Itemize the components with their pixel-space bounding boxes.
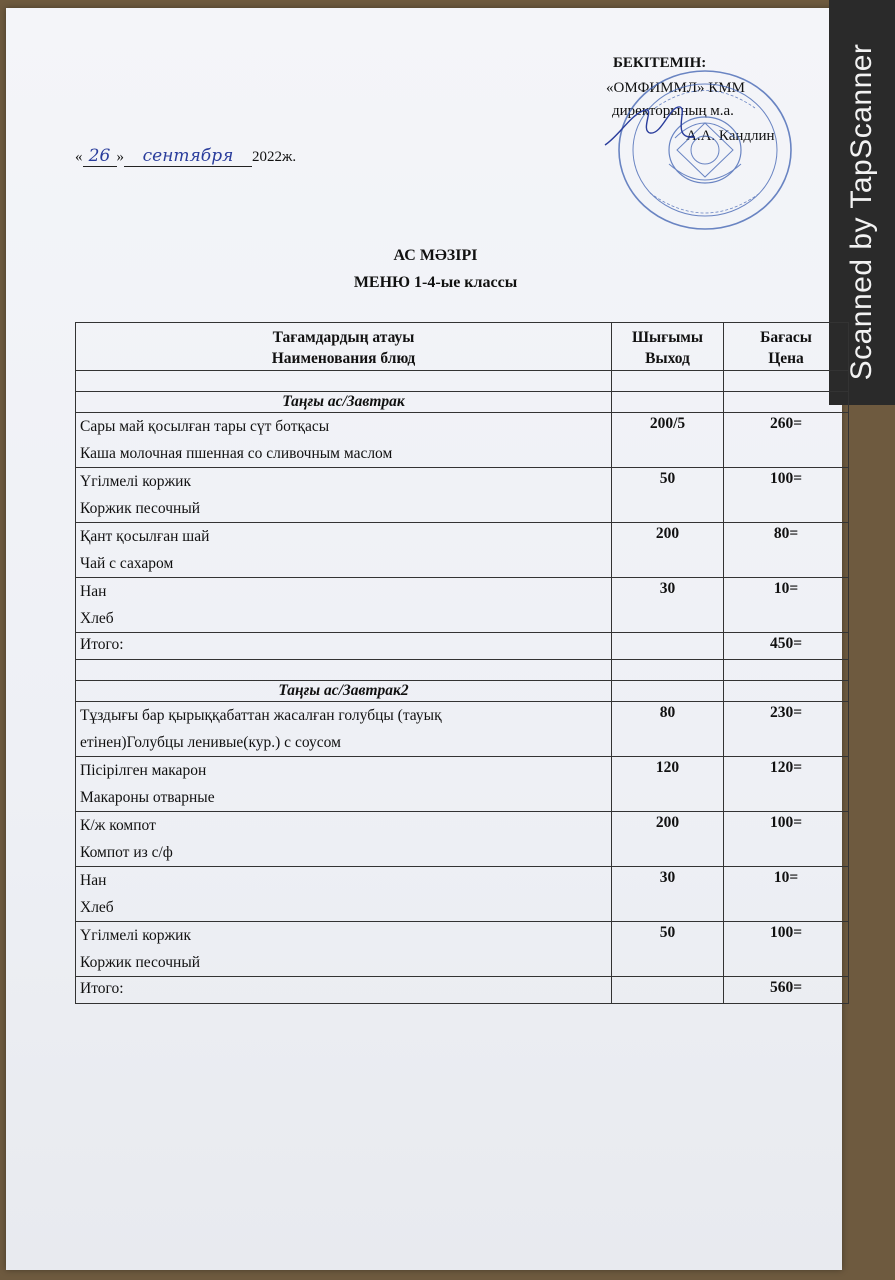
dish-name-ru: Коржик песочный xyxy=(80,500,201,517)
date-year: 2022ж. xyxy=(252,149,297,165)
dish-name-kz: Нан xyxy=(80,583,107,600)
header-dish-name-ru: Наименования блюд xyxy=(271,350,416,367)
total-label: Итого: xyxy=(76,633,612,660)
dish-name-kz: К/ж компот xyxy=(80,817,156,834)
scanner-watermark: Scanned by TapScanner xyxy=(845,43,878,381)
date-month: сентября xyxy=(124,146,252,167)
dish-name-kz: Қант қосылған шай xyxy=(80,528,210,545)
dish-name-ru: Хлеб xyxy=(80,610,114,627)
dish-name-kz: Тұздығы бар қырыққабаттан жасалған голубцы (тауық xyxy=(80,707,442,724)
date-open-quote: « xyxy=(75,149,83,165)
dish-yield: 120 xyxy=(612,757,724,812)
dish-price: 120= xyxy=(724,757,849,812)
dish-name-ru: Коржик песочный xyxy=(80,954,201,971)
table-row xyxy=(76,468,849,523)
section-title-row xyxy=(76,681,849,702)
table-row xyxy=(76,413,849,468)
dish-name-kz: Үгілмелі коржик xyxy=(80,927,191,944)
dish-price: 80= xyxy=(724,523,849,578)
dish-price: 10= xyxy=(724,867,849,922)
table-row xyxy=(76,578,849,633)
dish-yield: 200 xyxy=(612,523,724,578)
signature xyxy=(600,95,700,155)
empty-row xyxy=(76,371,849,392)
dish-name-kz: Пісірілген макарон xyxy=(80,762,207,779)
header-yield-kz: Шығымы xyxy=(632,329,703,346)
dish-price: 100= xyxy=(724,812,849,867)
approval-role: директорының м.а. xyxy=(612,103,734,119)
approval-organization: «ОМФИММЛ» КММ xyxy=(606,80,745,96)
dish-name-kz: Сары май қосылған тары сүт ботқасы xyxy=(80,418,330,435)
dish-name-kz: Нан xyxy=(80,872,107,889)
dish-name xyxy=(76,922,612,977)
dish-name-ru: Компот из с/ф xyxy=(80,844,173,861)
dish-name xyxy=(76,812,612,867)
table-row xyxy=(76,867,849,922)
header-yield xyxy=(612,323,724,371)
table-row xyxy=(76,757,849,812)
date-day: 26 xyxy=(83,146,117,167)
dish-name xyxy=(76,757,612,812)
total-price: 560= xyxy=(724,977,849,1004)
total-row xyxy=(76,633,849,660)
dish-price: 10= xyxy=(724,578,849,633)
dish-name xyxy=(76,578,612,633)
approval-name: А.А. Кандлин xyxy=(686,128,775,144)
dish-price: 230= xyxy=(724,702,849,757)
date-line xyxy=(75,146,296,167)
table-header-row xyxy=(76,323,849,371)
header-dish-name-kz: Тағамдардың атауы xyxy=(272,329,415,346)
dish-yield: 30 xyxy=(612,578,724,633)
section-title: Таңғы ас/Завтрак2 xyxy=(76,681,612,702)
empty-row xyxy=(76,660,849,681)
dish-name-ru: Каша молочная пшенная со сливочным маслом xyxy=(80,445,393,462)
menu-table xyxy=(75,322,849,1004)
dish-name xyxy=(76,523,612,578)
dish-yield: 50 xyxy=(612,922,724,977)
dish-yield: 200/5 xyxy=(612,413,724,468)
dish-yield: 80 xyxy=(612,702,724,757)
dish-name xyxy=(76,413,612,468)
date-close-quote: » xyxy=(116,149,124,165)
dish-name xyxy=(76,468,612,523)
dish-yield: 30 xyxy=(612,867,724,922)
dish-name xyxy=(76,702,612,757)
header-price-kz: Бағасы xyxy=(760,329,812,346)
header-price xyxy=(724,323,849,371)
total-label: Итого: xyxy=(76,977,612,1004)
table-row xyxy=(76,812,849,867)
total-row xyxy=(76,977,849,1004)
header-price-ru: Цена xyxy=(768,350,804,367)
dish-yield: 50 xyxy=(612,468,724,523)
dish-name xyxy=(76,867,612,922)
approval-title: БЕКІТЕМІН: xyxy=(613,55,707,71)
dish-name-kz: Үгілмелі коржик xyxy=(80,473,191,490)
dish-price: 100= xyxy=(724,468,849,523)
dish-name-ru: Хлеб xyxy=(80,899,114,916)
section-title: Таңғы ас/Завтрак xyxy=(76,392,612,413)
dish-price: 100= xyxy=(724,922,849,977)
table-row xyxy=(76,523,849,578)
document-title: АС МӘЗІРІ xyxy=(393,247,478,264)
table-row xyxy=(76,702,849,757)
dish-name-ru: етінен)Голубцы ленивые(кур.) с соусом xyxy=(80,734,341,751)
section-title-row xyxy=(76,392,849,413)
dish-price: 260= xyxy=(724,413,849,468)
header-yield-ru: Выход xyxy=(645,350,690,367)
document-subtitle: МЕНЮ 1-4-ые классы xyxy=(353,274,518,291)
dish-yield: 200 xyxy=(612,812,724,867)
dish-name-ru: Чай с сахаром xyxy=(80,555,174,572)
table-row xyxy=(76,922,849,977)
dish-name-ru: Макароны отварные xyxy=(80,789,215,806)
header-dish-name xyxy=(76,323,612,371)
total-price: 450= xyxy=(724,633,849,660)
